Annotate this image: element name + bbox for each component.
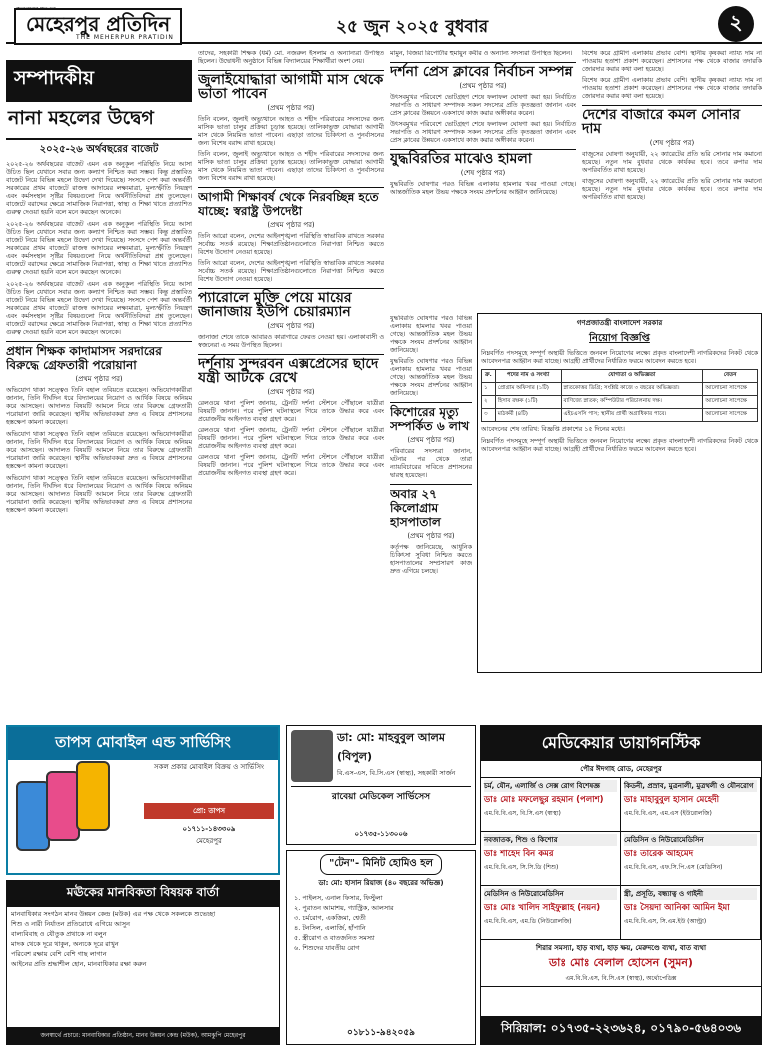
editorial-subtitle: ২০২৫-২৬ অর্থবছরের বাজেট [39,144,159,155]
table-row [482,383,758,396]
list-item: ৩. চর্মরোগ, একজিমা, শ্বেতী [294,914,366,922]
phones-image [16,761,136,861]
list-item: মানবাধিকার সংগঠন মানব উন্নয়ন কেন্দ্র (মউক) এর পক্ষ থেকে সকলকে শুভেচ্ছা [11,910,216,918]
editorial-body-cont: ২০২৫-২৬ অর্থবছরের বাজেট এমন এক অনুকূল পরিস্থিতি নিয়ে আসা উচিত ছিল যেখানে সবার জন্য কল্যাণ নিশ্চিত করা সম্ভব। কিন্তু প্রস্তাবিত বাজেট নিয়ে বিভিন্ন মহলে উদ্বেগ দেখা দিয়েছে। সংসদে পেশ করা অন্তর্বর্তী সরকারের প্রথম বাজেটে রাজস্ব আদায়ের লক্ষ্যমাত্রা, মূল্যস্ফীতি নিয়ন্ত্রণ এবং কর্মসংস্থান সৃষ্টির বিষয়গুলো নিয়ে অর্থনীতিবিদরা প্রশ্ন তুলেছেন। বাজেটে বরাদ্দের ক্ষেত্রে সামাজিক নিরাপত্তা, স্বাস্থ্য ও শিক্ষা খাতে প্রত্যাশিত গুরুত্ব দেওয়া হয়নি বলে মনে করছেন অনেকে। [6,221,192,276]
list-item: ৬. শিশুদের যাবতীয় রোগ [294,944,360,952]
col3-text-4: কর্তৃপক্ষ জানিয়েছে, আধুনিক চিকিৎসা সুবিধা নিশ্চিত করতে হাসপাতালের সম্প্রসারণ কাজ দ্রুত এগিয়ে চলছে। [390,544,472,575]
doctor-phone: ০১৭৩৫-১১৩০০৬ [354,830,408,838]
col2-text-4c: রেলওয়ে থানা পুলিশ জানায়, ট্রেনটি দর্শনা স্টেশনে পৌঁছালে যাত্রীরা বিষয়টি জানান। পরে পুলিশ ঘটনাস্থলে গিয়ে তাকে উদ্ধার করে এবং প্রয়োজনীয় আইনগত ব্যবস্থা গ্রহণ করে। [198,454,384,477]
col1-byline: (প্রথম পৃষ্ঠার পর) [75,375,123,383]
column-three-lower [390,315,472,720]
homeo-subtitle: ডা: মো: হাসান রিয়াজ (৪০ বছরের অভিজ্ঞ) [318,879,444,887]
col4-byline-1: (শেষ পৃষ্ঠার পর) [649,139,695,147]
col3-text-2c: যুদ্ধবিরতি ঘোষণার পরও বিভিন্ন এলাকায় হামলার খবর পাওয়া গেছে। আন্তর্জাতিক মহল উভয় পক্ষকে সংযম প্রদর্শনের আহ্বান জানিয়েছে। [390,358,472,397]
phone-icon [76,761,110,831]
mottoker-footer: জনস্বার্থে প্রচারে: মানবাধিকার প্রতিষ্ঠান, মানব উন্নয়ন কেন্দ্র (মউক), আমঝুপি মেহেরপুর [7,1027,279,1044]
doctor-clinic: রাবেয়া মেডিকেল সার্ভিসেস [291,786,471,804]
ad-doctor[interactable] [286,725,476,845]
col1-headline[interactable]: প্রধান শিক্ষক কাদামাসদ সরদারের বিরুদ্ধে গ্রেফতারী পরোয়ানা [6,341,192,372]
column-two [198,50,384,720]
ad-tapos-info [144,761,274,847]
table-cell: আলোচনা সাপেক্ষে [703,396,758,409]
col1-body-cont2: অভিযোগ থাকা সত্ত্বেও তিনি বহাল তবিয়তে রয়েছেন। অভিযোগকারীরা জানান, তিনি দীর্ঘদিন ধরে বিদ্যালয়ের নিয়োগ ও আর্থিক বিষয়ে অনিয়ম করে আসছেন। আদালত বিষয়টি আমলে নিয়ে তার বিরুদ্ধে গ্রেফতারী পরোয়ানা জারি করেছেন। স্থানীয় অভিভাবকরা দ্রুত এ বিষয়ে প্রশাসনের হস্তক্ষেপ কামনা করেছেন। [6,475,192,514]
mottoker-title: মঊকের মানবিকতা বিষয়ক বার্তা [7,881,279,907]
ad-tapos-title: তাপস মোবাইল এন্ড সার্ভিসিং [8,727,278,760]
col2-text-2: তিনি আরো বলেন, দেশের আইনশৃঙ্খলা পরিস্থিতি স্বাভাবিক রাখতে সরকার সর্বোচ্চ সতর্ক রয়েছে। শিক্ষাপ্রতিষ্ঠানগুলোতে নিরাপত্তা নিশ্চিত করতে বিশেষ উদ্যোগ নেওয়া হয়েছে। [198,233,384,256]
col3-headline-2[interactable]: যুদ্ধবিরতির মাঝেও হামলা [390,149,576,166]
doctor-name: ডাঃ শাহেদ বিন কমর [484,849,554,859]
table-cell: আলোচনা সাপেক্ষে [703,383,758,396]
doctor-name: ডাঃ মোঃ বেলাল হোসেন (সুমন) [549,956,693,969]
doctor-name: ডা: মো: মাহবুবুল আলম (বিপুল) [337,731,445,763]
notice-title: নিয়োগ বিজ্ঞপ্তি [589,333,650,344]
specialty: মেডিসিন ও নিউরোমেডিসিন [484,888,617,900]
list-item: শিশু ও নারী নির্যাতন প্রতিরোধে এগিয়ে আসুন [11,920,130,928]
column-editorial [6,60,192,720]
specialty: মেডিসিন ও নিউরোমেডিসিন [624,834,757,846]
medicare-doctor-card [481,886,621,940]
col4-text-1: বাজুসের ঘোষণা অনুযায়ী, ২২ ক্যারেটের প্রতি ভরি সোনার দাম কমানো হয়েছে। নতুন দাম বুধবার থেকে কার্যকর হবে। তবে রুপার দাম অপরিবর্তিত রাখা হয়েছে। [582,151,762,174]
newspaper-name: মেহেরপুর প্রতিদিন [14,8,182,45]
specialty: নবজাতক, শিশু ও কিশোর [484,834,617,846]
col3-text-2b: যুদ্ধবিরতি ঘোষণার পরও বিভিন্ন এলাকায় হামলার খবর পাওয়া গেছে। আন্তর্জাতিক মহল উভয় পক্ষকে সংযম প্রদর্শনের আহ্বান জানিয়েছে। [390,315,472,354]
mottoker-list [7,907,279,971]
medicare-doctor-card [481,832,621,886]
col2-headline-4[interactable]: দর্শনায় সুন্দরবন এক্সপ্রেসের ছাদে যন্ত্রী আটকে রেখে [198,354,384,385]
col3-headline-1[interactable]: দর্শনা প্রেস ক্লাবের নির্বাচন সম্পন্ন [390,62,576,79]
medicare-serial-phone[interactable]: সিরিয়াল: ০১৭৩৫-২২৩৬২৪, ০১৭৯০-৫৬৪০৩৬ [481,1016,761,1044]
col4-headline-1[interactable]: দেশের বাজারে কমল সোনার দাম [582,105,762,136]
table-cell: স্নাতকোত্তর ডিগ্রি; সংশ্লিষ্ট কাজে ৩ বছরের অভিজ্ঞতা। [561,383,703,396]
ad-tapos-tagline: সকল প্রকার মোবাইল বিক্রয় ও সার্ভিসিং [154,763,264,771]
ad-medicare[interactable] [480,725,762,1045]
notice-header: পদের নাম ও সংখ্যা [495,370,561,383]
doctor-degree: এম.বি.বি.এস, এফ.সি.পি.এস (মেডিসিন) [624,864,723,871]
table-row [482,409,758,422]
ad-tapos-mobile[interactable] [6,725,280,875]
doctor-degree: এম.বি.বি.এস, সি.এম.ইউ (আল্ট্রা) [624,918,707,925]
col3-byline-3: (প্রথম পৃষ্ঠার পর) [407,436,455,444]
col4-text-1b: বাজুসের ঘোষণা অনুযায়ী, ২২ ক্যারেটের প্রতি ভরি সোনার দাম কমানো হয়েছে। নতুন দাম বুধবার থেকে কার্যকর হবে। তবে রুপার দাম অপরিবর্তিত রাখা হয়েছে। [582,178,762,201]
medicare-doctor-card [621,778,761,832]
notice-table [481,369,758,422]
editorial-label: সম্পাদকীয় [6,60,192,100]
medicare-doctor-card [621,886,761,940]
table-row [482,396,758,409]
col2-text-1b: তিনি বলেন, জুলাই অভ্যুত্থানে আহত ও শহীদ পরিবারের সদস্যদের জন্য মাসিক ভাতা চালুর প্রক্রিয়া চূড়ান্ত হয়েছে। তালিকাভুক্ত যোদ্ধারা আগামী মাস থেকে নিয়মিত ভাতা পাবেন। এছাড়া তাদের চিকিৎসা ও পুনর্বাসনের জন্য বিশেষ বরাদ্দ রাখা হয়েছে। [198,151,384,182]
list-item: ১. পাইলস, এনাল ফিসার, ফিস্টুলা [294,894,383,902]
homeo-title: "টেন"- মিনিট হোমিও হল [320,854,442,875]
doctor-name: ডাঃ মোঃ খালিদ সাইফুল্লাহ (নয়ন) [484,903,601,913]
recruitment-notice [477,313,762,673]
col4-intro-b: বিশেষ করে গ্রামীণ এলাকায় প্রভাব বেশি। স্থানীয় কৃষকরা ন্যায্য দাম না পাওয়ায় হতাশা প্রকাশ করেছেন। প্রশাসনের পক্ষ থেকে বাজার তদারকি জোরদার করার কথা বলা হয়েছে। [582,77,762,100]
newspaper-name-english: THE MEHERPUR PRATIDIN [76,34,174,41]
doctor-degree: এম.বি.বি.এস, এম.ডি (নিউরোলজি) [484,918,572,925]
col1-body: অভিযোগ থাকা সত্ত্বেও তিনি বহাল তবিয়তে রয়েছেন। অভিযোগকারীরা জানান, তিনি দীর্ঘদিন ধরে বিদ্যালয়ের নিয়োগ ও আর্থিক বিষয়ে অনিয়ম করে আসছেন। আদালত বিষয়টি আমলে নিয়ে তার বিরুদ্ধে গ্রেফতারী পরোয়ানা জারি করেছেন। স্থানীয় অভিভাবকরা দ্রুত এ বিষয়ে প্রশাসনের হস্তক্ষেপ কামনা করেছেন। [6,387,192,426]
ad-tapos-phone: ০১৭১১-১৪৩৩০৯ [182,825,236,833]
col3-headline-4[interactable]: অবার ২৭ কিলোগ্রাম হাসপাতাল [390,484,472,529]
ad-tapos-owner: প্রো: তাপস [144,803,274,819]
col2-intro: তাদের, সহকারী শিক্ষক (ধর্ম) মো. নজরুল ইসলাম ও অন্যান্যরা উপস্থিত ছিলেন। উদ্বোধনী অনুষ্ঠানে বিভিন্ন বিদ্যালয়ের শিক্ষার্থীরা অংশ নেয়। [198,50,384,65]
list-item: আইনের প্রতি শ্রদ্ধাশীল হোন, মানবাধিকার রক্ষা করুন [11,960,147,968]
col2-text-4: রেলওয়ে থানা পুলিশ জানায়, ট্রেনটি দর্শনা স্টেশনে পৌঁছালে যাত্রীরা বিষয়টি জানান। পরে পুলিশ ঘটনাস্থলে গিয়ে তাকে উদ্ধার করে এবং প্রয়োজনীয় আইনগত ব্যবস্থা গ্রহণ করে। [198,400,384,423]
col3-text-1: উৎসবমুখর পরিবেশে ভোটগ্রহণ শেষে ফলাফল ঘোষণা করা হয়। নির্বাচিত সভাপতি ও সাধারণ সম্পাদক সকল সদস্যের প্রতি কৃতজ্ঞতা জানান এবং প্রেস ক্লাবের উন্নয়নে একসাথে কাজ করার অঙ্গীকার করেন। [390,94,576,117]
list-item: বাল্যবিবাহ ও যৌতুক প্রথাকে না বলুন [11,930,107,938]
specialty: চর্ম, যৌন, এলার্জি ও সেক্স রোগ বিশেষজ্ঞ [484,780,617,792]
ad-homeo[interactable] [286,850,476,1045]
list-item: ৪. টনসিল, এলার্জি, হাঁপানি [294,924,366,932]
col2-byline-4: (প্রথম পৃষ্ঠার পর) [267,388,315,396]
issue-date: ২৫ জুন ২০২৫ বুধবার [336,17,489,37]
medicare-title: মেডিকেয়ার ডায়াগনস্টিক [481,726,761,761]
col2-byline-2: (প্রথম পৃষ্ঠার পর) [267,221,315,229]
doctor-name: ডাঃ মোঃ মফলেছুর রহমান (পলাশ) [484,795,604,805]
col2-text-2b: তিনি আরো বলেন, দেশের আইনশৃঙ্খলা পরিস্থিতি স্বাভাবিক রাখতে সরকার সর্বোচ্চ সতর্ক রয়েছে। শিক্ষাপ্রতিষ্ঠানগুলোতে নিরাপত্তা নিশ্চিত করতে বিশেষ উদ্যোগ নেওয়া হয়েছে। [198,260,384,283]
specialty: শিরার সমস্যা, হাড় ব্যথা, হাড় ক্ষয়, মেরুদণ্ডে ব্যথা, বাত ব্যথা [535,944,706,952]
col2-byline-3: (প্রথম পৃষ্ঠার পর) [267,322,315,330]
table-cell: আলোচনা সাপেক্ষে [703,409,758,422]
col3-text-2: যুদ্ধবিরতি ঘোষণার পরও বিভিন্ন এলাকায় হামলার খবর পাওয়া গেছে। আন্তর্জাতিক মহল উভয় পক্ষকে সংযম প্রদর্শনের আহ্বান জানিয়েছে। [390,181,576,196]
homeo-list [290,891,472,955]
table-cell: হিসাব রক্ষক (১টি) [495,396,561,409]
notice-header: ক্র. [482,370,496,383]
medicare-address: পৌর ঈদগাহ রোড, মেহেরপুর [481,761,761,778]
doctor-avatar [291,730,333,782]
col2-text-4b: রেলওয়ে থানা পুলিশ জানায়, ট্রেনটি দর্শনা স্টেশনে পৌঁছালে যাত্রীরা বিষয়টি জানান। পরে পুলিশ ঘটনাস্থলে গিয়ে তাকে উদ্ধার করে এবং প্রয়োজনীয় আইনগত ব্যবস্থা গ্রহণ করে। [198,427,384,450]
medicare-doctor-grid [481,778,761,940]
notice-body-cont: নিম্নবর্ণিত পদসমূহে সম্পূর্ণ অস্থায়ী ভিত্তিতে জনবল নিয়োগের লক্ষ্যে প্রকৃত বাংলাদেশী নাগরিকদের নিকট থেকে আবেদনপত্র আহ্বান করা যাচ্ছে। আগ্রহী প্রার্থীদের নির্ধারিত ফরমে আবেদন করতে হবে। [481,438,758,453]
col2-headline-3[interactable]: প্যারোলে মুক্তি পেয়ে মায়ের জানাজায় ইউপি চেয়ারম্যান [198,288,384,319]
list-item: মাদক থেকে দূরে থাকুন, অন্যকে দূরে রাখুন [11,940,119,948]
notice-body: নিম্নবর্ণিত পদসমূহে সম্পূর্ণ অস্থায়ী ভিত্তিতে জনবল নিয়োগের লক্ষ্যে প্রকৃত বাংলাদেশী নাগরিকদের নিকট থেকে আবেদনপত্র আহ্বান করা যাচ্ছে। আগ্রহী প্রার্থীদের নির্ধারিত ফরমে আবেদন করতে হবে। [481,350,758,365]
medicare-doctor-card [621,832,761,886]
column-three-top [390,50,762,310]
col2-text-1: তিনি বলেন, জুলাই অভ্যুত্থানে আহত ও শহীদ পরিবারের সদস্যদের জন্য মাসিক ভাতা চালুর প্রক্রিয়া চূড়ান্ত হয়েছে। তালিকাভুক্ত যোদ্ধারা আগামী মাস থেকে নিয়মিত ভাতা পাবেন। এছাড়া তাদের চিকিৎসা ও পুনর্বাসনের জন্য বিশেষ বরাদ্দ রাখা হয়েছে। [198,116,384,147]
page-number-badge: ২ [718,6,754,42]
doctor-name: ডাঃ তারেক আহমেদ [624,849,694,859]
col3-headline-3[interactable]: কিশোরের মৃত্যু সম্পর্কিত ৬ লাখ [390,402,472,433]
doctor-degree: এম.বি.বি.এস, এম.এস (ইউরোলজি) [624,810,712,817]
doctor-name: ডাঃ মাহাবুবুল হাসান মেহেদী [624,795,720,805]
homeo-phone: ০১৮১১-৯৪২০৫৯ [346,1028,415,1038]
notice-footer: আবেদনের শেষ তারিখ: বিজ্ঞপ্তি প্রকাশের ১৫ দিনের মধ্যে। [481,426,625,433]
col4-intro: বিশেষ করে গ্রামীণ এলাকায় প্রভাব বেশি। স্থানীয় কৃষকরা ন্যায্য দাম না পাওয়ায় হতাশা প্রকাশ করেছেন। প্রশাসনের পক্ষ থেকে বাজার তদারকি জোরদার করার কথা বলা হয়েছে। [582,50,762,73]
col3-byline-2: (শেষ পৃষ্ঠার পর) [460,169,506,177]
table-cell: প্রোগ্রাম অফিসার (১টি) [495,383,561,396]
table-cell: ২ [482,396,496,409]
list-item: ৫. স্ত্রীরোগ ও বাতজনিত সমস্যা [294,934,375,942]
editorial-body: ২০২৫-২৬ অর্থবছরের বাজেট এমন এক অনুকূল পরিস্থিতি নিয়ে আসা উচিত ছিল যেখানে সবার জন্য কল্যাণ নিশ্চিত করা সম্ভব। কিন্তু প্রস্তাবিত বাজেট নিয়ে বিভিন্ন মহলে উদ্বেগ দেখা দিয়েছে। সংসদে পেশ করা অন্তর্বর্তী সরকারের প্রথম বাজেটে রাজস্ব আদায়ের লক্ষ্যমাত্রা, মূল্যস্ফীতি নিয়ন্ত্রণ এবং কর্মসংস্থান সৃষ্টির বিষয়গুলো নিয়ে অর্থনীতিবিদরা প্রশ্ন তুলেছেন। বাজেটে বরাদ্দের ক্ষেত্রে সামাজিক নিরাপত্তা, স্বাস্থ্য ও শিক্ষা খাতে প্রত্যাশিত গুরুত্ব দেওয়া হয়নি বলে মনে করছেন অনেকে। [6,161,192,216]
editorial-body-cont2: ২০২৫-২৬ অর্থবছরের বাজেট এমন এক অনুকূল পরিস্থিতি নিয়ে আসা উচিত ছিল যেখানে সবার জন্য কল্যাণ নিশ্চিত করা সম্ভব। কিন্তু প্রস্তাবিত বাজেট নিয়ে বিভিন্ন মহলে উদ্বেগ দেখা দিয়েছে। সংসদে পেশ করা অন্তর্বর্তী সরকারের প্রথম বাজেটে রাজস্ব আদায়ের লক্ষ্যমাত্রা, মূল্যস্ফীতি নিয়ন্ত্রণ এবং কর্মসংস্থান সৃষ্টির বিষয়গুলো নিয়ে অর্থনীতিবিদরা প্রশ্ন তুলেছেন। বাজেটে বরাদ্দের ক্ষেত্রে সামাজিক নিরাপত্তা, স্বাস্থ্য ও শিক্ষা খাতে প্রত্যাশিত গুরুত্ব দেওয়া হয়নি বলে মনে করছেন অনেকে। [6,281,192,336]
ad-tapos-location: মেহেরপুর [196,837,222,845]
doctor-degree: এম.বি.বি.এস, সি.সি.ডি (শিশু) [484,864,559,871]
table-cell: মাঠকর্মী (৪টি) [495,409,561,422]
table-cell: ৩ [482,409,496,422]
phone-icon [16,781,50,851]
col3-byline-4: (প্রথম পৃষ্ঠার পর) [407,532,455,540]
specialty: কিডনী, প্রস্রাব, মুত্রনালী, মুত্রথলী ও যৌনরোগ [624,780,757,792]
col3-byline-1: (প্রথম পৃষ্ঠার পর) [459,82,507,90]
phone-icon [46,771,80,841]
col2-text-3: জানাজা শেষে তাকে আবারও কারাগারে ফেরত নেওয়া হয়। এলাকাবাসী ও স্বজনেরা এ সময় উপস্থিত ছিলেন। [198,334,384,349]
masthead [6,4,762,44]
list-item: ২. পুরাতন আমাশয়, গ্যাস্ট্রিক, আলসার [294,904,394,912]
medicare-doctor-card [481,778,621,832]
col2-byline-1: (প্রথম পৃষ্ঠার পর) [267,104,315,112]
notice-header: যোগ্যতা ও অভিজ্ঞতা [561,370,703,383]
ad-mottoker[interactable] [6,880,280,1045]
col1-body-cont: অভিযোগ থাকা সত্ত্বেও তিনি বহাল তবিয়তে রয়েছেন। অভিযোগকারীরা জানান, তিনি দীর্ঘদিন ধরে বিদ্যালয়ের নিয়োগ ও আর্থিক বিষয়ে অনিয়ম করে আসছেন। আদালত বিষয়টি আমলে নিয়ে তার বিরুদ্ধে গ্রেফতারী পরোয়ানা জারি করেছেন। স্থানীয় অভিভাবকরা দ্রুত এ বিষয়ে প্রশাসনের হস্তক্ষেপ কামনা করেছেন। [6,431,192,470]
doctor-degree: বি.এস-এস, বি.সি.এস (স্বাস্থ্য), সহকারী সার্জন [337,769,456,777]
doctor-name: ডাঃ সৈয়দা আনিকা আমিন ইমা [624,903,730,913]
doctor-degree: এম.বি.বি.এস, বি.সি.এস (স্বাস্থ্য) [484,810,561,817]
specialty: স্ত্রী, প্রসূতি, বন্ধ্যাত্ব ও গাইনী [624,888,757,900]
medicare-featured-doctor [481,940,761,987]
col3-intro: মামুন, বিজয়া রিপোর্টার হুমায়ুন কবীর ও অন্যান্য সদস্যরা উপস্থিত ছিলেন। [390,50,573,57]
editorial-title: নানা মহলের উদ্বেগ [6,100,192,140]
doctor-degree: এম.বি.বি.এস, বি.সি.এস (স্বাস্থ্য), অর্থোপেডিক্স [565,975,677,982]
col2-headline-1[interactable]: জুলাইযোদ্ধারা আগামী মাস থেকে ভাতা পাবেন [198,72,384,102]
table-cell: ১ [482,383,496,396]
table-cell: বাণিজ্যে স্নাতক; কম্পিউটার পরিচালনায় দক্ষ। [561,396,703,409]
list-item: পরিবেশ রক্ষায় বেশি বেশি গাছ লাগান [11,950,107,958]
table-cell: এইচএসসি পাস; স্থানীয় প্রার্থী অগ্রাধিকার পাবে। [561,409,703,422]
col3-text-1b: উৎসবমুখর পরিবেশে ভোটগ্রহণ শেষে ফলাফল ঘোষণা করা হয়। নির্বাচিত সভাপতি ও সাধারণ সম্পাদক সকল সদস্যের প্রতি কৃতজ্ঞতা জানান এবং প্রেস ক্লাবের উন্নয়নে একসাথে কাজ করার অঙ্গীকার করেন। [390,121,576,144]
notice-org: গণপ্রজাতন্ত্রী বাংলাদেশ সরকার [576,319,663,327]
col3-text-3: পরিবারের সদস্যরা জানান, ঘটনার পর থেকে তারা ন্যায়বিচারের দাবিতে প্রশাসনের দ্বারস্থ হয়েছেন। [390,448,472,479]
notice-header: বেতন [703,370,758,383]
col2-headline-2[interactable]: আগামী শিক্ষাবর্ষ থেকে নিরবচ্ছিন্ন হতে যাচ্ছে: স্বরাষ্ট্র উপদেষ্টা [198,187,384,218]
